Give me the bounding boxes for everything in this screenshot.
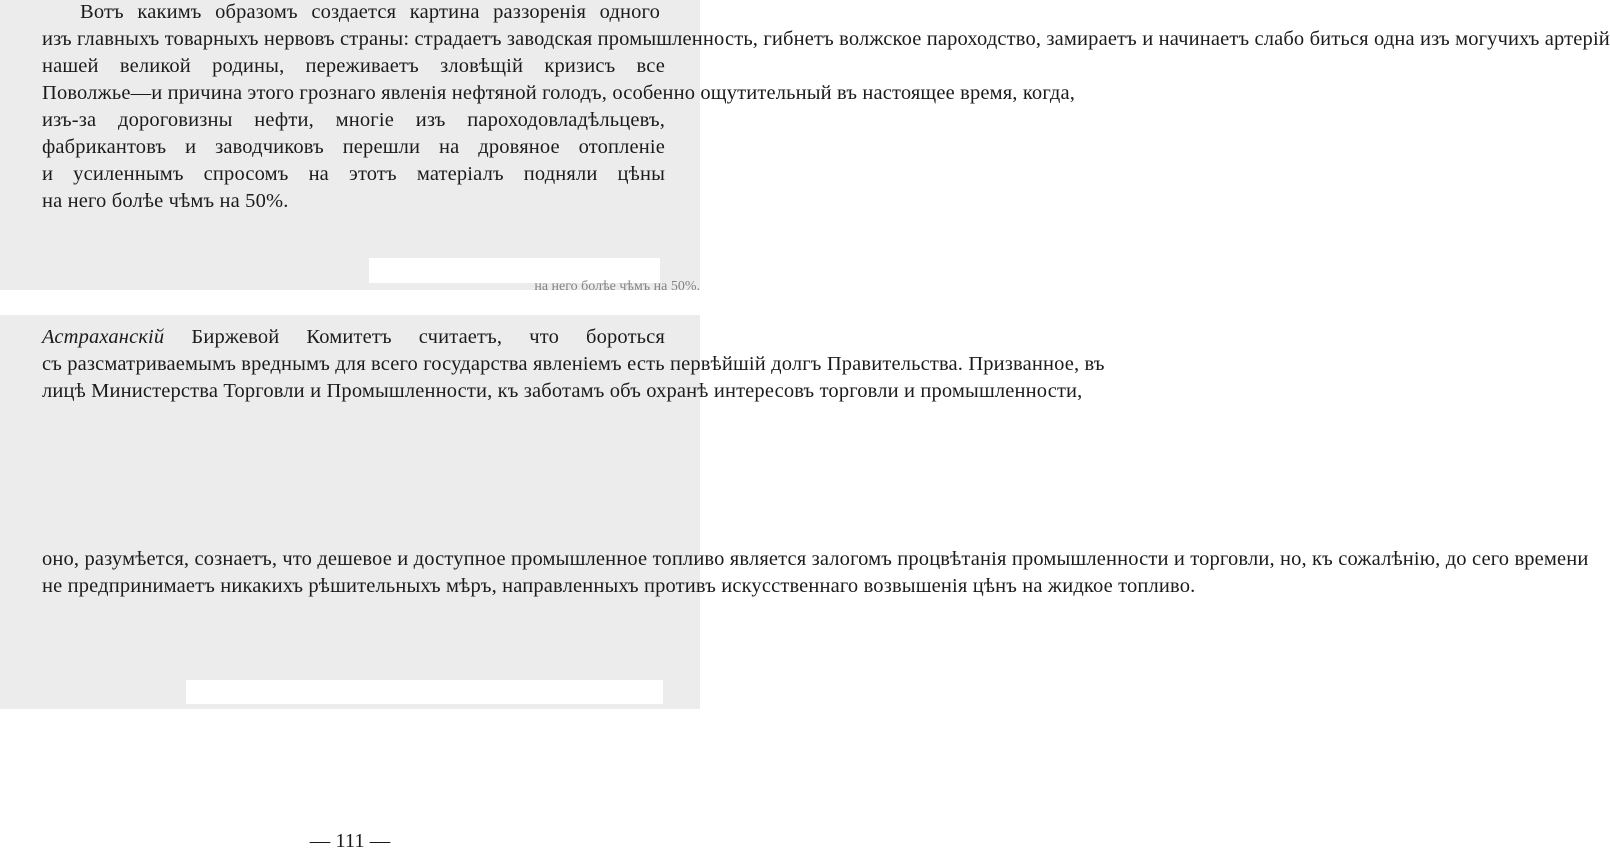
text-span: лицѣ Министерства Торговли и Промышленности, къ заботамъ объ охранѣ интересовъ торговли и промышленности, [42, 380, 1083, 402]
text-line [42, 189, 665, 213]
text-span: изъ главныхъ товарныхъ нервовъ страны: страдаетъ заводская промышленность, гибнетъ волжское пароходство, замираетъ и начинаетъ слабо биться одна изъ могучихъ артерій [42, 28, 1610, 50]
text-span: нашей великой родины, переживаетъ зловѣщій кризисъ все [42, 55, 665, 77]
text-line [42, 352, 1105, 376]
text-line [42, 325, 665, 349]
text-span: оно, разумѣется, сознаетъ, что дешевое и доступное промышленное топливо является залогомъ процвѣтанія промышленности и торговли, но, къ сожалѣнію, до сего времени [42, 548, 1589, 570]
text-line [42, 574, 1196, 598]
text-span: и усиленнымъ спросомъ на этотъ матеріалъ подняли цѣны [42, 163, 665, 185]
text-line [42, 81, 1075, 105]
blank-region [186, 680, 663, 704]
text-line [80, 0, 660, 24]
lower-page-fragment [0, 315, 1589, 852]
text-line [42, 162, 665, 186]
text-span: Вотъ какимъ образомъ создается картина раззоренія одного [80, 1, 660, 23]
cut-off-line [0, 279, 700, 310]
upper-page-fragment [0, 0, 1610, 290]
text-span: на него болѣе чѣмъ на 50%. [534, 279, 700, 294]
text-span: на него болѣе чѣмъ на 50%. [42, 190, 289, 212]
text-span: фабрикантовъ и заводчиковъ перешли на дровяное отопленіе [42, 136, 665, 158]
text-line [42, 135, 665, 159]
text-line [42, 54, 665, 78]
text-span: изъ-за дороговизны нефти, многіе изъ пароходовладѣльцевъ, [42, 109, 665, 131]
text-line [42, 108, 665, 132]
text-line [42, 547, 1589, 571]
text-line [42, 379, 1083, 403]
text-span: съ разсматриваемымъ вреднымъ для всего государства явленіемъ есть первѣйшій долгъ Правительства. Призванное, въ [42, 353, 1105, 375]
italic-lead: Астраханскій [42, 326, 165, 348]
page-number: — 111 — [309, 830, 391, 852]
text-span: Поволжье—и причина этого грознаго явленія нефтяной голодъ, особенно ощутительный въ настоящее время, когда, [42, 82, 1075, 104]
text-line [42, 27, 1610, 51]
text-span: Биржевой Комитетъ считаетъ, что бороться [191, 326, 666, 348]
text-span: не предпринимаетъ никакихъ рѣшительныхъ мѣръ, направленныхъ противъ искусственнаго возвышенія цѣнъ на жидкое топливо. [42, 575, 1196, 597]
